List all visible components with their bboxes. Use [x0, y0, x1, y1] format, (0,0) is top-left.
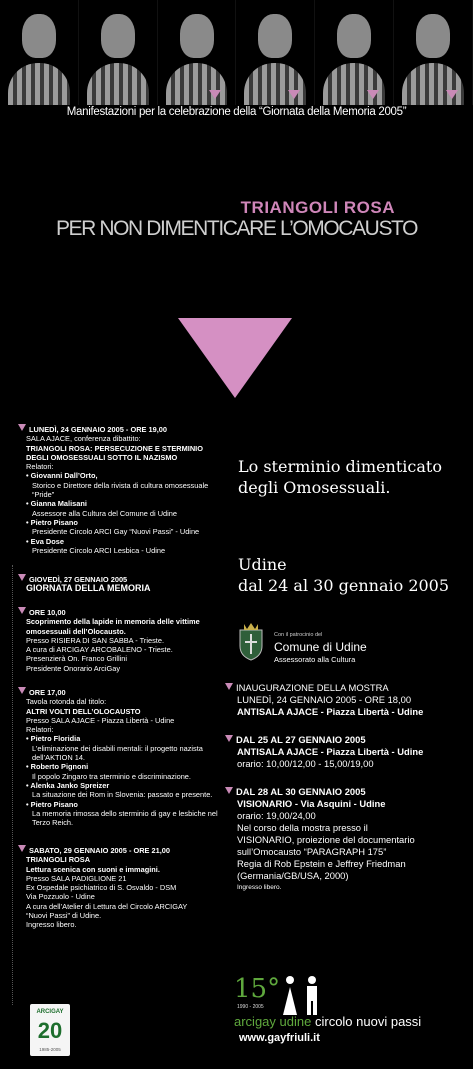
website-link[interactable]: www.gayfriuli.it: [239, 1032, 320, 1044]
title-triangoli-rosa: TRIANGOLI ROSA: [240, 198, 395, 217]
event-line: A cura di ARCIGAY ARCOBALENO - Trieste.: [26, 645, 173, 655]
mostra-line: DAL 25 AL 27 GENNAIO 2005: [236, 734, 366, 745]
city: Udine: [238, 555, 287, 574]
date-range: dal 24 al 30 gennaio 2005: [238, 576, 450, 595]
brand-udine: udine: [279, 1014, 312, 1029]
mostra-28-30: [225, 786, 465, 894]
arcigay-logo-years: 1985-2005: [39, 1047, 61, 1052]
mostra-line: (Germania/GB/USA, 2000): [237, 870, 349, 881]
mostra-line: DAL 28 AL 30 GENNAIO 2005: [236, 786, 366, 797]
event-line: ALTRI VOLTI DELL’OLOCAUSTO: [26, 706, 141, 716]
event-line: Ingresso libero.: [26, 920, 77, 930]
mostra-line: orario: 10,00/12,00 - 15,00/19,00: [237, 758, 374, 769]
mostra-line: sull’Omocausto “PARAGRAPH 175”: [237, 846, 387, 857]
event-date: ORE 17,00: [29, 688, 66, 697]
mostra-25-27: [225, 734, 465, 770]
prisoner-photo: [158, 0, 237, 105]
speaker-name: Gianna Malisani: [30, 499, 87, 509]
comune-patrocinio: [236, 620, 436, 668]
triangle-bullet-icon: [18, 574, 26, 581]
headline-line: Lo sterminio dimenticato: [238, 457, 442, 476]
mostra-line: Nel corso della mostra presso il: [237, 822, 368, 833]
brand-circolo: circolo nuovi passi: [311, 1014, 422, 1029]
event-line: Presidente Onorario ArciGay: [26, 663, 121, 673]
event-date: SABATO, 29 GENNAIO 2005 - ORE 21,00: [29, 846, 171, 855]
event-line: Presso SALA PADIGLIONE 21: [26, 873, 127, 883]
event-line: “Nuovi Passi” di Udine.: [26, 911, 102, 921]
assessorato: Assessorato alla Cultura: [274, 655, 356, 664]
event-line: Lettura scenica con suoni e immagini.: [26, 864, 160, 874]
patrocinio-label: Con il patrocinio del: [274, 632, 323, 638]
event-line: SALA AJACE, conferenza dibattito:: [26, 434, 141, 444]
triangle-bullet-icon: [18, 424, 26, 431]
speaker-name: Giovanni Dall’Orto,: [30, 471, 98, 481]
event-line: omosessuali dell’Olocausto.: [26, 626, 126, 636]
comune-name: Comune di Udine: [274, 640, 367, 654]
event-date: LUNEDÌ, 24 GENNAIO 2005 - ORE 19,00: [29, 425, 168, 434]
event-ore-17: ORE 17,00 Tavola rotonda dal titolo: ALTRI VOLTI DELL’OLOCAUSTO Presso SALA AJACE - Piazza Libertà - Udine Relatori: • Pietro Floridia L’eliminazione dei disabili mentali: il progetto nazista dell’AKTION 14. • Roberto Pignoni Il popolo Zingaro tra sterminio e discriminazione. • Alenka Janko Spreizer La situazione dei Rom in Slovenia: passato e presente. • Pietro Pisano La memoria rimossa dello sterminio di gay e lesbiche nel Terzo Reich.: [18, 687, 218, 827]
event-line: TRIANGOLI ROSA: [26, 855, 91, 865]
headline-line: degli Omosessuali.: [238, 478, 391, 497]
speaker-desc: Presidente Circolo ARCI Gay “Nuovi Passi” - Udine: [32, 527, 200, 537]
arcigay-udine-brand: [234, 1014, 421, 1029]
event-29-jan: [18, 845, 218, 930]
speaker-name: Pietro Floridia: [30, 734, 81, 744]
event-line: Relatori:: [26, 462, 54, 472]
event-line: A cura dell’Atelier di Lettura del Circolo ARCIGAY: [26, 901, 188, 911]
event-line: Via Pozzuolo - Udine: [26, 892, 95, 902]
speaker-desc: Storico e Direttore della rivista di cultura omosessuale “Pride”: [32, 480, 209, 500]
mostra-line: INAUGURAZIONE DELLA MOSTRA: [236, 682, 389, 693]
event-line: Ex Ospedale psichiatrico di S. Osvaldo - DSM: [26, 883, 177, 893]
arcigay-logo-number: 20: [37, 1018, 63, 1043]
prisoner-photo: [394, 0, 473, 105]
speaker-name: Roberto Pignoni: [30, 762, 89, 772]
prisoner-photo: [79, 0, 158, 105]
speaker-desc: Presidente Circolo ARCI Lesbica - Udine: [32, 545, 166, 555]
mostra-line: Ingresso libero.: [237, 884, 282, 891]
title-per-non-dimenticare: PER NON DIMENTICARE L’OMOCAUSTO: [55, 217, 418, 240]
event-line: TRIANGOLI ROSA: PERSECUZIONE E STERMINIO: [26, 443, 203, 453]
event-line: Scoprimento della lapide in memoria delle vittime: [26, 617, 200, 627]
mostra-inaugurazione: [225, 682, 465, 718]
mostra-line: ANTISALA AJACE - Piazza Libertà - Udine: [237, 746, 424, 757]
prisoner-photo: [0, 0, 79, 105]
event-line: Tavola rotonda dal titolo:: [26, 697, 107, 707]
speaker-desc: La memoria rimossa dello sterminio di gay e lesbiche nel Terzo Reich.: [32, 808, 218, 828]
udine-coat-of-arms-icon: [236, 620, 266, 662]
speaker-name: Alenka Janko Spreizer: [30, 780, 110, 790]
speaker-desc: L’eliminazione dei disabili mentali: il progetto nazista dell’AKTION 14.: [32, 743, 203, 763]
event-line: Relatori:: [26, 725, 54, 735]
prisoner-photo: [236, 0, 315, 105]
event-27-jan: [18, 574, 218, 594]
decorative-divider: [12, 565, 17, 1005]
couple-figures-icon: [275, 975, 327, 1015]
mostra-line: ANTISALA AJACE - Piazza Libertà - Udine: [237, 706, 424, 717]
anniversary-15: 15°: [234, 974, 281, 1004]
mostra-line: orario: 19,00/24,00: [237, 810, 316, 821]
pink-triangle-icon: [178, 318, 292, 398]
giornata-della-memoria: GIORNATA DELLA MEMORIA: [26, 583, 151, 594]
speaker-desc: Il popolo Zingaro tra sterminio e discriminazione.: [32, 771, 191, 781]
mostra-line: VISIONARIO, proiezione del documentario: [237, 834, 415, 845]
speaker-name: Eva Dose: [30, 536, 64, 546]
event-line: Presso RISIERA DI SAN SABBA - Trieste.: [26, 635, 165, 645]
mostra-line: VISIONARIO - Via Asquini - Udine: [237, 798, 386, 809]
event-24-jan: LUNEDÌ, 24 GENNAIO 2005 - ORE 19,00 SALA AJACE, conferenza dibattito: TRIANGOLI ROSA: PERSECUZIONE E STERMINIO DEGLI OMOSESSUALI SOTTO IL NAZISMO Relatori: • Giovanni Dall’Orto, Storico e Direttore della rivista di cultura omosessuale “Pride” • Gianna Malisani Assessore alla Cultura del Comune di Udine • Pietro Pisano Presidente Circolo ARCI Gay “Nuovi Passi” - Udine • Eva Dose Presidente Circolo ARCI Lesbica - Udine: [18, 424, 218, 555]
event-date: ORE 10,00: [29, 608, 66, 617]
speaker-desc: Assessore alla Cultura del Comune di Udine: [32, 508, 178, 518]
headline-udine-dates: [238, 554, 468, 596]
event-ore-10: [18, 607, 218, 673]
event-line: Presenzierà On. Franco Grillini: [26, 654, 128, 664]
event-line: DEGLI OMOSESSUALI SOTTO IL NAZISMO: [26, 452, 178, 462]
triangle-bullet-icon: [18, 845, 26, 852]
speaker-name: Pietro Pisano: [30, 799, 78, 809]
prisoner-photo-strip: [0, 0, 473, 105]
triangle-bullet-icon: [18, 687, 26, 694]
triangle-bullet-icon: [18, 607, 26, 614]
speaker-desc: La situazione dei Rom in Slovenia: passato e presente.: [32, 790, 213, 800]
brand-arcigay: arcigay: [234, 1014, 276, 1029]
arcigay-logo-text: ARCIGAY: [36, 1009, 64, 1015]
prisoner-photo: [315, 0, 394, 105]
triangle-bullet-icon: [225, 787, 233, 794]
event-line: Presso SALA AJACE - Piazza Libertà - Udine: [26, 715, 175, 725]
triangle-bullet-icon: [225, 683, 233, 690]
arcigay-20-logo: [30, 1004, 70, 1056]
anniversary-years: 1990 - 2005: [237, 1004, 264, 1010]
mostra-line: LUNEDÌ, 24 GENNAIO 2005 - ORE 18,00: [237, 694, 412, 705]
triangle-bullet-icon: [225, 735, 233, 742]
event-date: GIOVEDÌ, 27 GENNAIO 2005: [29, 575, 128, 584]
speaker-name: Pietro Pisano: [30, 517, 78, 527]
mostra-line: Regia di Rob Epstein e Jeffrey Friedman: [237, 858, 406, 869]
headline-sterminio: [238, 456, 458, 498]
manifestazioni-text: Manifestazioni per la celebrazione della “Giornata della Memoria 2005”: [66, 106, 407, 118]
